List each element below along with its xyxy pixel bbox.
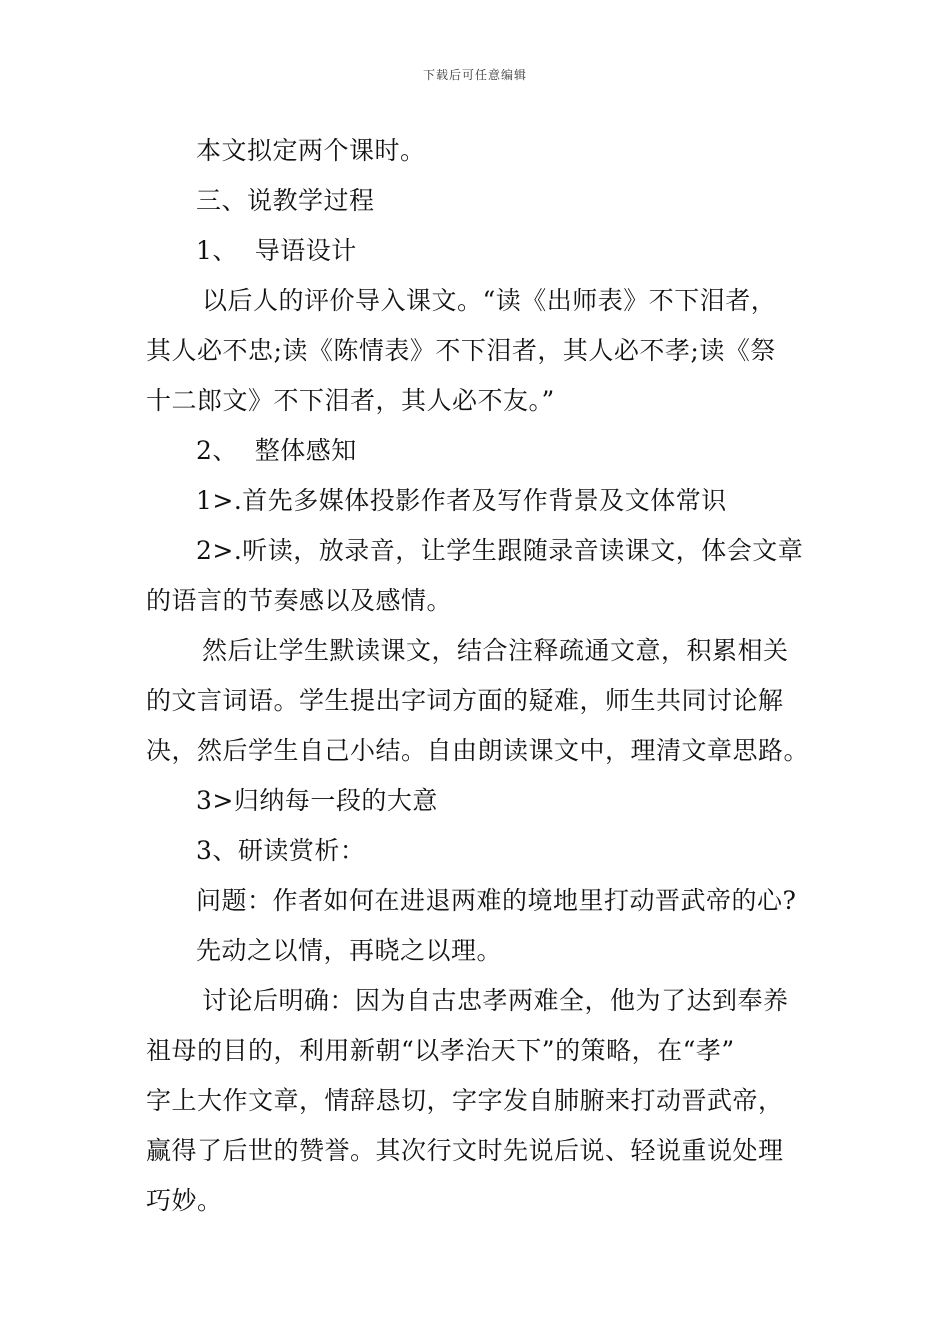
paragraph-line: 先动之以情，再晓之以理。	[196, 936, 503, 965]
paragraph-line: 3、研读赏析：	[196, 836, 366, 865]
paragraph	[146, 776, 810, 826]
paragraph-line: 1>.首先多媒体投影作者及写作背景及文体常识	[196, 486, 727, 515]
paragraph	[146, 926, 810, 976]
paragraph-line: 三、说教学过程	[196, 186, 375, 215]
paragraph-line: 祖母的目的，利用新朝“以孝治天下”的策略，在“孝”	[146, 1036, 735, 1065]
paragraph-line: 赢得了后世的赞誉。其次行文时先说后说、轻说重说处理	[146, 1136, 784, 1165]
paragraph	[146, 476, 810, 526]
page-header: 下载后可任意编辑	[422, 68, 527, 82]
paragraph	[146, 876, 810, 926]
paragraph-line: 以后人的评价导入课文。“读《出师表》不下泪者，	[202, 286, 777, 315]
paragraph-line: 2>.听读，放录音，让学生跟随录音读课文，体会文章	[196, 536, 804, 565]
paragraph	[146, 426, 810, 476]
paragraph-line: 2、 整体感知	[196, 436, 357, 465]
paragraph	[146, 826, 810, 876]
paragraph	[146, 276, 810, 426]
paragraph	[146, 526, 810, 626]
paragraph-line: 十二郎文》不下泪者，其人必不友。”	[146, 386, 555, 415]
paragraph-line: 的语言的节奏感以及感情。	[146, 586, 453, 615]
paragraph-line: 问题：作者如何在进退两难的境地里打动晋武帝的心?	[196, 886, 797, 915]
paragraph-line: 决，然后学生自己小结。自由朗读课文中，理清文章思路。	[146, 736, 810, 765]
paragraph-line: 1、 导语设计	[196, 236, 357, 265]
paragraph-line: 巧妙。	[146, 1186, 223, 1215]
paragraph	[146, 126, 810, 176]
paragraph	[146, 626, 810, 776]
paragraph-line: 3>归纳每一段的大意	[196, 786, 438, 815]
paragraph	[146, 976, 810, 1226]
paragraph-line: 其人必不忠;读《陈情表》不下泪者，其人必不孝;读《祭	[146, 336, 776, 365]
paragraph-line: 讨论后明确：因为自古忠孝两难全，他为了达到奉养	[202, 986, 789, 1015]
paragraph-line: 字上大作文章，情辞恳切，字字发自肺腑来打动晋武帝，	[146, 1086, 784, 1115]
paragraph-line: 本文拟定两个课时。	[196, 136, 426, 165]
paragraph-line: 然后让学生默读课文，结合注释疏通文意，积累相关	[202, 636, 789, 665]
paragraph	[146, 176, 810, 226]
paragraph-line: 的文言词语。学生提出字词方面的疑难，师生共同讨论解	[146, 686, 784, 715]
document-body	[146, 126, 810, 1226]
paragraph	[146, 226, 810, 276]
